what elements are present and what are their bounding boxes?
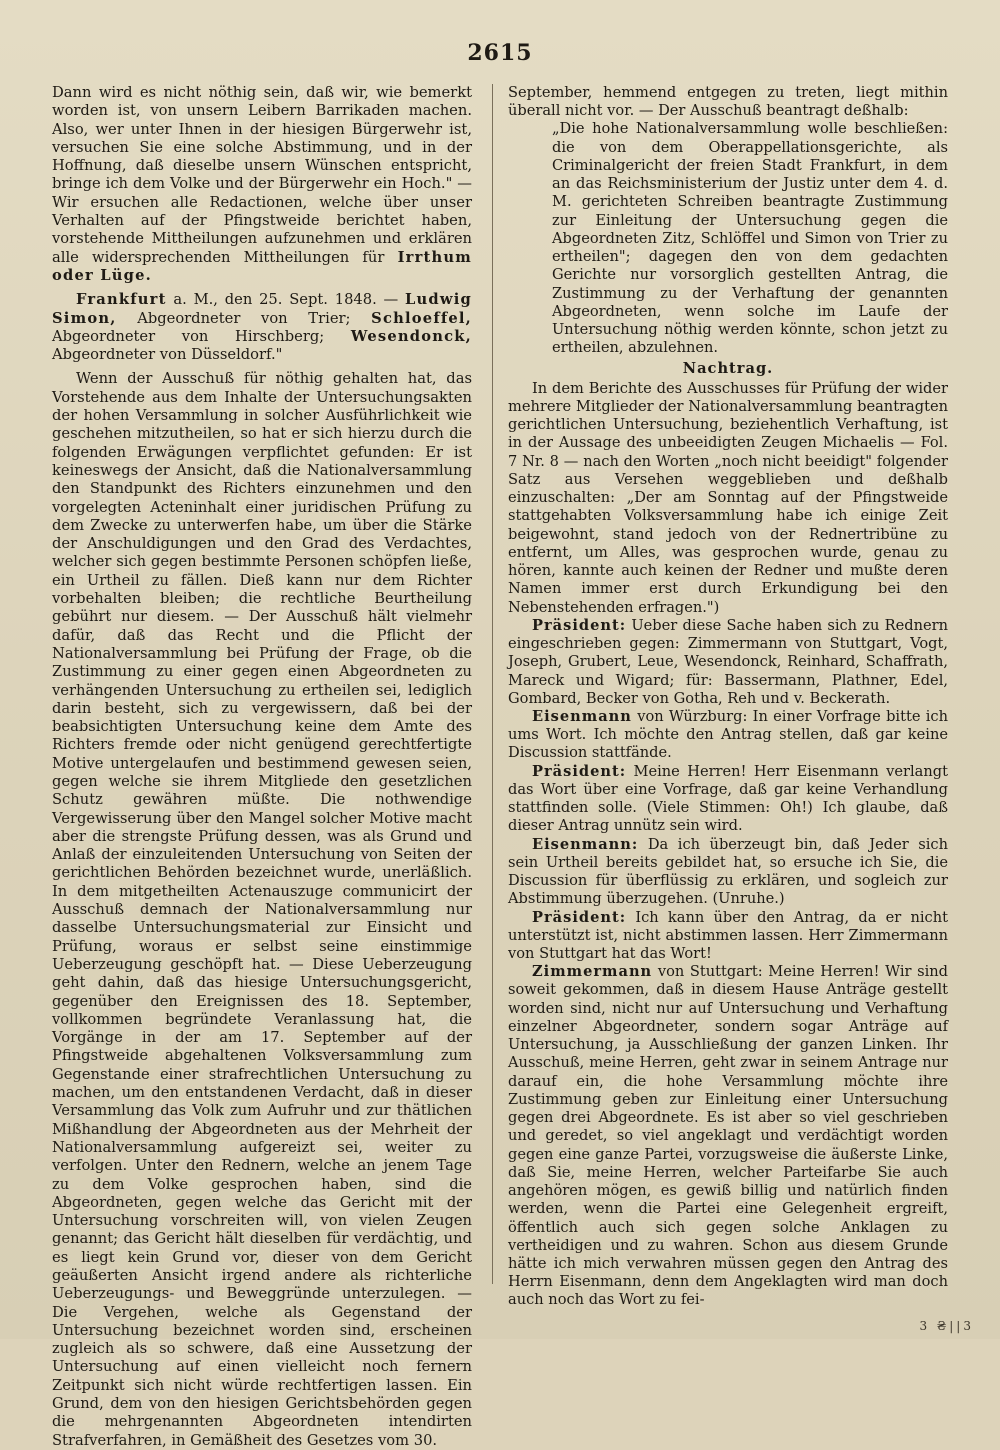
speaker-name: Zimmermann: [532, 963, 653, 981]
speaker-name: Eisenmann:: [532, 835, 639, 853]
speech-text: Da ich überzeugt bin, daß Jeder sich sein Urtheil bereits gebildet hat, so ersuche ich Sie, die Discussion für überflüssig zu erklären, und sogleich zur Abstimmung überzugehen. (Unruhe.): [508, 835, 948, 908]
paragraph-signatures: [52, 291, 472, 364]
speech-eisenmann-1: [508, 708, 948, 763]
column-divider: [492, 84, 493, 1284]
signatory-role: Abgeordneter von Hirschberg;: [52, 327, 351, 345]
paragraph-statement-end: [52, 84, 472, 285]
paragraph-continuation: September, hemmend entgegen zu treten, liegt mithin überall nicht vor. — Der Ausschuß beantragt deßhalb:: [508, 84, 948, 120]
place-name: Frankfurt: [76, 291, 167, 309]
signatory-name: Wesendonck,: [350, 327, 472, 345]
section-heading-nachtrag: Nachtrag.: [682, 359, 774, 377]
speech-text: Meine Herren! Herr Eisenmann verlangt das Wort über eine Vorfrage, daß gar keine Verhandlung stattfinden solle. (Viele Stimmen: Oh!) Ich glaube, daß dieser Antrag unnütz sein wird.: [508, 762, 948, 835]
speech-eisenmann-2: [508, 836, 948, 909]
paragraph-text: Dann wird es nicht nöthig sein, daß wir, wie bemerkt worden ist, von unsern Leibern Barrikaden machen. Also, wer unter Ihnen in der hiesigen Bürgerwehr ist, versuchen Sie eine solche Abstimmung, und in der Hoffnung, daß dieselbe unsern Wünschen entspricht, bringe ich dem Volke und der Bürgerwehr ein Hoch." — Wir ersuchen alle Redactionen, welche über unser Verhalten auf der Pfingstweide berichtet haben, vorstehende Mittheilungen aufzunehmen und erklären alle widersprechenden Mittheilungen für: [52, 84, 472, 266]
committee-motion: „Die hohe Nationalversammlung wolle beschließen: die von dem Oberappellationsgerichte, als Criminalgericht der freien Stadt Frankfurt, in dem an das Reichsministerium der Justiz unter dem 4. d. M. gerichteten Schreiben beantragte Zustimmung zur Einleitung der Untersuchung gegen die Abgeordneten Zitz, Schlöffel und Simon von Trier zu ertheilen"; dagegen den von dem gedachten Gerichte nur vorsorglich gestellten Antrag, die Zustimmung zu der Verhaftung der genannten Abgeordneten, wenn solche im Laufe der Untersuchung nöthig werden könnte, schon jetzt zu ertheilen, abzulehnen.: [552, 120, 948, 357]
speaker-name: Präsident:: [532, 616, 627, 634]
corner-mark: 3 ₴||3: [919, 1319, 974, 1333]
left-column: [52, 84, 472, 1450]
speaker-name: Präsident:: [532, 908, 627, 926]
signatory-role: Abgeordneter von Trier;: [116, 309, 372, 327]
paragraph-nachtrag: In dem Berichte des Ausschusses für Prüfung der wider mehrere Mitglieder der Nationalversammlung beantragten gerichtlichen Untersuchung, beziehentlich Verhaftung, ist in der Aussage des unbeeidigten Zeugen Michaelis — Fol. 7 Nr. 8 — nach den Worten „noch nicht beeidigt" folgender Satz aus Versehen weggeblieben und deßhalb einzuschalten: „Der am Sonntag auf der Pfingstweide stattgehabten Volksversammlung habe ich einige Zeit beigewohnt, stand jedoch von der Rednertribüne zu entfernt, um Alles, was gesprochen wurde, genau zu hören, kannte auch keinen der Redner und mußte deren Namen immer erst durch Erkundigung bei den Nebenstehenden erfragen."): [508, 379, 948, 616]
speech-president-3: [508, 909, 948, 964]
speech-text: von Stuttgart: Meine Herren! Wir sind soweit gekommen, daß in diesem Hause Anträge gestellt worden sind, nicht nur auf Untersuchung und Verhaftung einzelner Abgeordneter, sondern sogar Anträge auf Untersuchung, ja Ausschließung der ganzen Linken. Ihr Ausschuß, meine Herren, geht zwar in seinem Antrage nur darauf ein, die hohe Versammlung möchte ihre Zustimmung geben zur Einleitung einer Untersuchung gegen drei Abgeordnete. Es ist aber so viel geschrieben und geredet, so viel angeklagt und verdächtigt worden gegen eine ganze Partei, vorzugsweise die äußerste Linke, daß Sie, meine Herren, welcher Parteifarbe Sie auch angehören mögen, es gewiß billig und natürlich finden werden, wenn die Partei eine Gelegenheit ergreift, öffentlich auch sich gegen solche Anklagen zu vertheidigen und zu wahren. Schon aus diesem Grunde hätte ich mich verwahren müssen gegen den Antrag des Herrn Eisenmann, denn dem Angeklagten wird man doch auch noch das Wort zu fei-: [508, 963, 948, 1309]
right-column: [508, 84, 948, 1310]
speaker-name: Präsident:: [532, 762, 627, 780]
speaker-name: Eisenmann: [532, 707, 632, 725]
date-text: a. M., den 25. Sept. 1848. —: [166, 291, 406, 309]
paragraph-committee-reasoning: Wenn der Ausschuß für nöthig gehalten hat, das Vorstehende aus dem Inhalte der Untersuchungsakten der hohen Versammlung in solcher Ausführlichkeit wie geschehen mitzutheilen, so hat er sich hierzu durch die folgenden Erwägungen verpflichtet gefunden: Er ist keineswegs der Ansicht, daß die Nationalversammlung den Standpunkt des Richters einzunehmen und den vorgelegten Acteninhalt einer juridischen Prüfung zu dem Zwecke zu unterwerfen habe, um über die Stärke der Anschuldigungen und den Grad des Verdachtes, welcher sich gegen bestimmte Personen schöpfen ließe, ein Urtheil zu fällen. Dieß kann nur dem Richter vorbehalten bleiben; die rechtliche Beurtheilung gebührt nur diesem. — Der Ausschuß hält vielmehr dafür, daß das Recht und die Pflicht der Nationalversammlung bei Prüfung der Frage, ob die Zustimmung zu einer gegen einen Abgeordneten zu verhängenden Untersuchung zu ertheilen sei, lediglich darin besteht, sich zu vergewissern, daß bei der beabsichtigten Untersuchung keine dem Amte des Richters fremde oder nicht genügend gerechtfertigte Motive untergelaufen und bestimmend gewesen seien, gegen welche sie ihrem Mitgliede den gesetzlichen Schutz gewähren müßte. Die nothwendige Vergewisserung über den Mangel solcher Motive macht aber die strengste Prüfung dessen, was als Grund und Anlaß der einzuleitenden Untersuchung von Seiten der gerichtlichen Behörden bezeichnet wurde, unerläßlich. In dem mitgetheilten Actenauszuge communicirt der Ausschuß demnach der Nationalversammlung nur dasselbe Untersuchungsmaterial zur Einsicht und Prüfung, woraus er selbst seine einstimmige Ueberzeugung geschöpft hat. — Diese Ueberzeugung geht dahin, daß das hiesige Untersuchungsgericht, gegenüber den Ereignissen des 18. September, vollkommen begründete Veranlassung hat, die Vorgänge in der am 17. September auf der Pfingstweide abgehaltenen Volksversammlung zum Gegenstande einer strafrechtlichen Untersuchung zu machen, um den entstandenen Verdacht, daß in dieser Versammlung das Volk zum Aufruhr und zur thätlichen Mißhandlung der Abgeordneten aus der Mehrheit der Nationalversammlung aufgereizt sei, weiter zu verfolgen. Unter den Rednern, welche an jenem Tage zu dem Volke gesprochen haben, sind die Abgeordneten, gegen welche das Gericht mit der Untersuchung vorschreiten will, von vielen Zeugen genannt; das Gericht hält dieselben für verdächtig, und es liegt kein Grund vor, dieser von dem Gericht geäußerten Ansicht irgend andere als richterliche Ueberzeugungs- und Beweggründe unterzulegen. — Die Vergehen, welche als Gegenstand der Untersuchung bezeichnet worden sind, erscheinen zugleich als so schwere, daß eine Aussetzung der Untersuchung auf einen vielleicht noch fernern Zeitpunkt sich nicht würde rechtfertigen lassen. Ein Grund, dem von den hiesigen Gerichtsbehörden gegen die mehrgenannten Abgeordneten intendirten Strafverfahren, in Gemäßheit des Gesetzes vom 30.: [52, 370, 472, 1449]
speech-text: Ueber diese Sache haben sich zu Rednern eingeschrieben gegen: Zimmermann von Stuttgart, Vogt, Joseph, Grubert, Leue, Wesendonck, Reinhard, Schaffrath, Mareck und Wigard; für: Bassermann, Plathner, Edel, Gombard, Becker von Gotha, Reh und v. Beckerath.: [508, 616, 948, 707]
signatory-name: Schloeffel,: [371, 309, 472, 327]
signatory-role: Abgeordneter von Düsseldorf.": [52, 346, 283, 364]
page-number: 2615: [467, 40, 533, 66]
speech-president-1: [508, 617, 948, 708]
speech-text: Ich kann über den Antrag, da er nicht unterstützt ist, nicht abstimmen lassen. Herr Zimmermann von Stuttgart hat das Wort!: [508, 908, 948, 963]
speech-president-2: [508, 763, 948, 836]
speech-zimmermann: [508, 963, 948, 1309]
speech-text: von Würzburg: In einer Vorfrage bitte ich ums Wort. Ich möchte den Antrag stellen, daß gar keine Discussion stattfände.: [508, 707, 948, 762]
signatory-name: Ludwig Simon,: [52, 291, 472, 327]
emphasized-text: Irrthum oder Lüge.: [52, 248, 472, 284]
